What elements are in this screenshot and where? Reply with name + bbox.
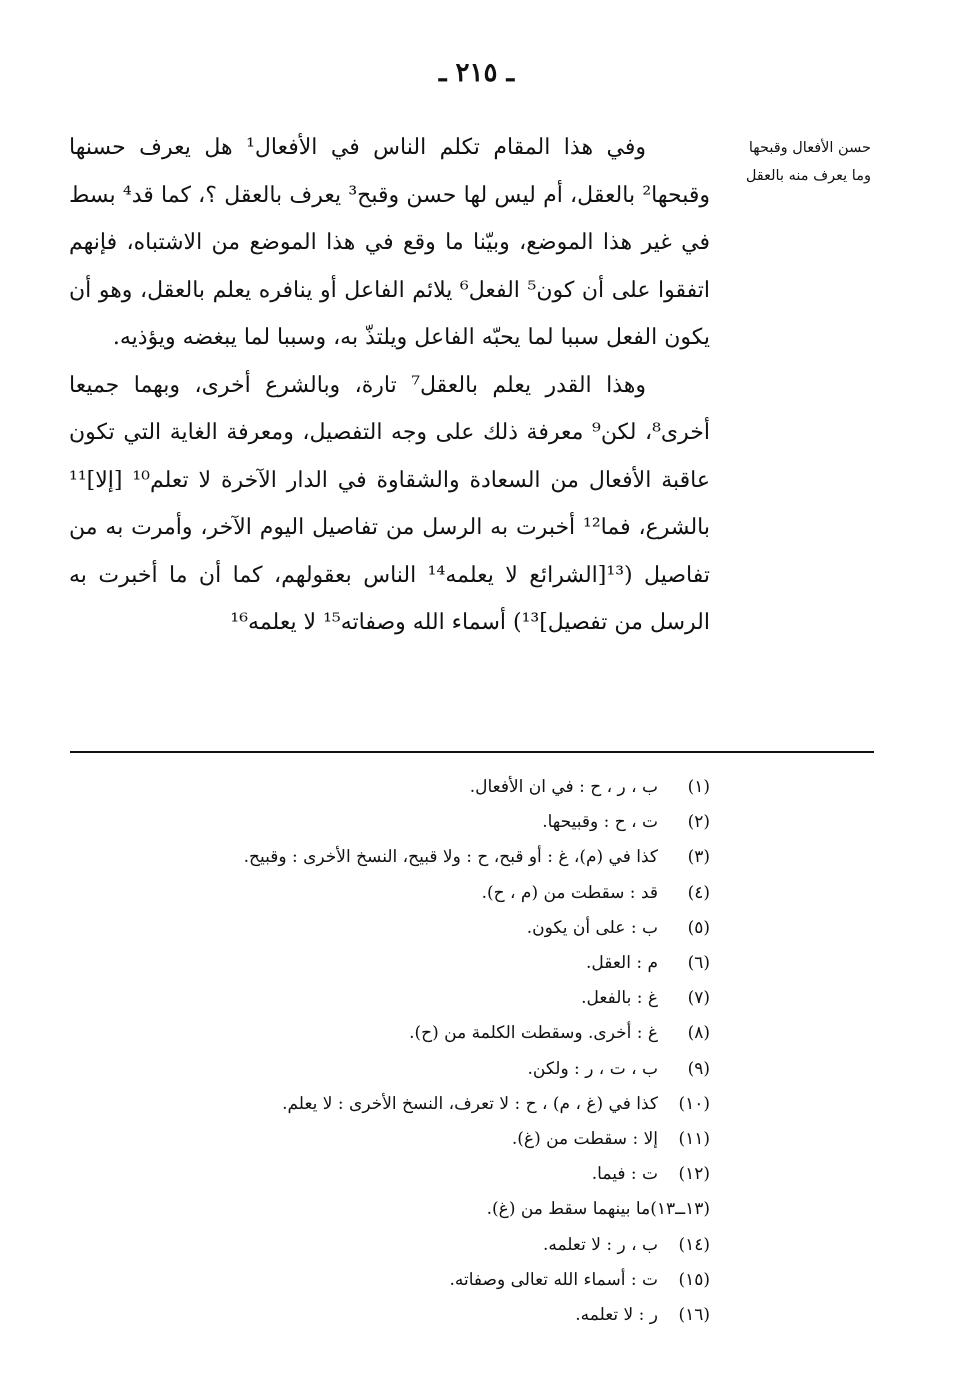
footnote-divider [70, 751, 874, 753]
footnote-text: غ : بالفعل. [581, 988, 658, 1009]
footnote-number: (٥) [687, 917, 710, 938]
footnote-number: (٨) [687, 1023, 710, 1044]
footnote-number: (١٠) [678, 1093, 710, 1114]
footnote-item [70, 840, 710, 875]
footnote-number: (١٢) [678, 1164, 710, 1185]
footnote-item [70, 981, 710, 1016]
footnote-item [70, 1298, 710, 1333]
footnote-number: (٤) [687, 882, 710, 903]
footnote-number: (٦) [687, 953, 710, 974]
footnote-text: ر : لا تعلمه. [575, 1305, 658, 1326]
footnotes-list [70, 770, 710, 1333]
footnote-text: ب ، ت ، ر : ولكن. [527, 1058, 658, 1079]
footnote-number: (٧) [687, 988, 710, 1009]
footnote-item [70, 946, 710, 981]
footnote-text: قد : سقطت من (م ، ح). [481, 882, 658, 903]
paragraph-2: وهذا القدر يعلم بالعقل⁷ تارة، وبالشرع أخرى، وبهما جميعا أخرى⁸، لكن⁹ معرفة ذلك على وجه التفصيل، ومعرفة الغاية التي تكون عاقبة الأفعال من السعادة والشقاوة في الدار الآخرة لا تعلم¹⁰ [إلا]¹¹ بالشرع، فما¹² أخبرت به الرسل من تفاصيل اليوم الآخر، وأمرت به من تفاصيل (¹³[الشرائع لا يعلمه¹⁴ الناس بعقولهم، كما أن ما أخبرت به الرسل من تفصيل]¹³) أسماء الله وصفاته¹⁵ لا يعلمه¹⁶ [69, 372, 710, 635]
footnote-number: (٣) [687, 847, 710, 868]
footnote-item [70, 876, 710, 911]
footnote-item [70, 1122, 710, 1157]
footnote-text: ب ، ر ، ح : في ان الأفعال. [469, 777, 658, 797]
footnote-text: ت : فيما. [591, 1164, 658, 1185]
footnote-text: غ : أخرى. وسقطت الكلمة من (ح). [409, 1023, 658, 1044]
footnote-item [70, 770, 710, 805]
footnote-text: كذا في (م)، غ : أو قبح، ح : ولا قبيح، النسخ الأخرى : وقبيح. [243, 847, 658, 868]
footnote-item [70, 805, 710, 840]
margin-note-line-1: حسن الأفعال وقبحها [748, 140, 871, 156]
footnote-item [70, 1016, 710, 1051]
footnote-item [70, 911, 710, 946]
footnote-text: إلا : سقطت من (غ). [511, 1129, 658, 1150]
paragraph-1: وفي هذا المقام تكلم الناس في الأفعال¹ هل يعرف حسنها وقبحها² بالعقل، أم ليس لها حسن وقبح³ يعرف بالعقل ؟، كما قد⁴ بسط في غير هذا الموضع، وبيّنا ما وقع في هذا الموضع من الاشتباه، فإنهم اتفقوا على أن كون⁵ الفعل⁶ يلائم الفاعل أو ينافره يعلم بالعقل، وهو أن يكون الفعل سببا لما يحبّه الفاعل ويلتذّ به، وسببا لما يبغضه ويؤذيه. [69, 135, 710, 350]
footnote-item [70, 1263, 710, 1298]
footnote-item [70, 1228, 710, 1263]
footnote-text: ت ، ح : وقبيحها. [542, 812, 658, 833]
footnote-number: (١) [687, 777, 710, 797]
footnote-text: كذا في (غ ، م) ، ح : لا تعرف، النسخ الأخرى : لا يعلم. [282, 1093, 658, 1114]
footnote-number: (١٣ــ١٣) [650, 1199, 710, 1220]
footnote-text: ب : على أن يكون. [526, 917, 658, 938]
main-text [69, 124, 710, 647]
footnote-number: (٢) [687, 812, 710, 833]
page-number: ـ ٢١٥ ـ [438, 58, 515, 88]
footnote-item [70, 1087, 710, 1122]
footnote-text: ت : أسماء الله تعالى وصفاته. [449, 1269, 658, 1290]
footnote-text: ب ، ر : لا تعلمه. [542, 1234, 658, 1255]
footnote-number: (١١) [678, 1129, 710, 1150]
footnote-number: (١٤) [678, 1234, 710, 1255]
footnote-number: (١٥) [678, 1269, 710, 1290]
footnote-text: ما بينهما سقط من (غ). [486, 1199, 651, 1220]
footnote-number: (١٦) [678, 1305, 710, 1326]
footnote-item [70, 1052, 710, 1087]
margin-note [721, 134, 871, 190]
footnote-item [70, 1192, 710, 1227]
margin-note-line-2: وما يعرف منه بالعقل [745, 168, 871, 184]
footnote-item [70, 1157, 710, 1192]
footnote-number: (٩) [687, 1058, 710, 1079]
footnote-text: م : العقل. [585, 953, 658, 974]
